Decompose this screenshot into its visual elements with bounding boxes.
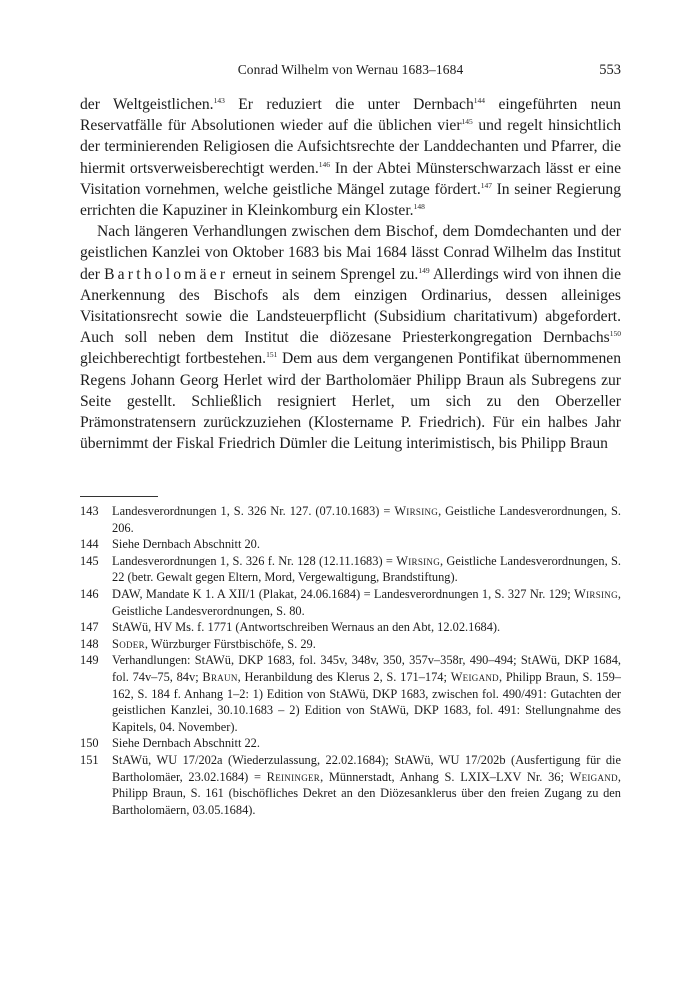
- text-run: StAWü, WU 17/202a (Wiederzulassung, 22.02.1684); StAWü, WU 17/202b (Ausfertigung für die Bartholomäer, 23.02.1684) =: [112, 752, 621, 784]
- text-run: Landesverordnungen 1, S. 326 f. Nr. 128 (12.11.1683) =: [112, 553, 397, 568]
- footnotes: [80, 503, 621, 818]
- text-run: Dem aus dem vergangenen Pontifikat übernommenen Regens Johann Georg Herlet wird der Bartholomäer Philipp Braun als Subregens zur Seite gestellt. Schließlich resigniert Herlet, um sich zu den Oberzeller Prämonstratensern zurückzuziehen (Klostername P. Friedrich). Für ein halbes Jahr übernimmt der Fiskal Friedrich Dümler die Leitung interimistisch, bis Philipp Braun: [80, 350, 621, 453]
- text-run: und regelt hinsichtlich der terminierenden Religiosen die Aufsichtsrechte der Landdechanten und Pfarrer, die hiermit ortsverweisberechtigt werden.: [80, 117, 621, 177]
- text-run: der Weltgeistlichen.: [80, 96, 214, 113]
- author-name: Braun: [202, 669, 238, 684]
- running-header: [80, 62, 621, 84]
- footnote-ref-143[interactable]: 143: [213, 95, 225, 105]
- footnote-number: 147: [80, 620, 99, 635]
- footnote-text: [112, 619, 621, 636]
- footnote-number: 149: [80, 653, 99, 668]
- author-name: Wirsing: [396, 553, 441, 568]
- footnote-146: [80, 586, 621, 619]
- footnote-text: [112, 553, 621, 586]
- text-run: Landesverordnungen 1, S. 326 Nr. 127. (07.10.1683) =: [112, 504, 395, 518]
- footnote-text: [112, 735, 621, 752]
- footnote-number: 148: [80, 636, 99, 651]
- text-run: StAWü, HV Ms. f. 1771 (Antwortschreiben Wernaus an den Abt, 12.02.1684).: [112, 620, 501, 635]
- paragraph-2: [80, 221, 621, 454]
- text-run: , Heranbildung des Klerus 2, S. 171–174;: [237, 669, 451, 684]
- text-run: Er reduziert die unter Dernbach: [224, 96, 474, 113]
- footnote-number: 146: [80, 586, 99, 601]
- footnote-text: [112, 586, 621, 619]
- footnote-text: [112, 752, 621, 818]
- text-run: Verhandlungen: StAWü, DKP 1683, fol. 345v, 348v, 350, 357v–358r, 490–494; StAWü, DKP 1684, fol. 74v–75, 84v;: [112, 653, 621, 684]
- footnote-ref-144[interactable]: 144: [473, 95, 486, 105]
- author-name: Weigand: [569, 769, 618, 784]
- text-run: , Münnerstadt, Anhang S. LXIX–LXV Nr. 36;: [320, 769, 570, 784]
- footnote-number: 143: [80, 504, 99, 518]
- text-run: gleichberechtigt fortbestehen.: [80, 350, 267, 368]
- footnote-ref-148[interactable]: 148: [413, 201, 425, 211]
- spaced-term: Bartholomäer: [104, 265, 229, 283]
- author-name: Wirsing: [394, 504, 439, 518]
- footnote-number: 144: [80, 537, 99, 552]
- text-run: , Philipp Braun, S. 161 (bischöfliches Dekret an den Diözesanklerus über den freien Zugang zu den Bartholomäern, 03.05.1684).: [112, 769, 621, 817]
- footnote-number: 150: [80, 736, 99, 751]
- text-run: DAW, Mandate K 1. A XII/1 (Plakat, 24.06.1684) = Landesverordnungen 1, S. 327 Nr. 129;: [112, 586, 575, 601]
- text-run: eingeführten neun Reservatfälle für Absolutionen wieder auf die üblichen vier: [80, 96, 621, 135]
- footnote-144: [80, 536, 621, 553]
- paragraph-1: [80, 94, 621, 221]
- footnote-151: [80, 752, 621, 818]
- footnote-150: [80, 735, 621, 752]
- text-run: , Geistliche Landesverordnungen, S. 80.: [112, 586, 621, 618]
- footnote-149: [80, 652, 621, 735]
- page-number: 553: [599, 62, 621, 78]
- footnote-number: 145: [80, 553, 99, 568]
- text-run: Siehe Dernbach Abschnitt 22.: [112, 736, 260, 751]
- author-name: Reininger: [266, 769, 321, 784]
- footnote-145: [80, 553, 621, 586]
- footnote-divider: [80, 496, 158, 497]
- footnote-ref-149[interactable]: 149: [418, 265, 430, 275]
- author-name: Soder: [112, 636, 145, 651]
- running-title: Conrad Wilhelm von Wernau 1683–1684: [237, 62, 464, 77]
- text-run: , Philipp Braun, S. 159–162, S. 184 f. Anhang 1–2: 1) Edition von StAWü, DKP 1683, zwischen fol. 490/491: Gutachten der geistlichen Kanzlei, 30.10.1683 – 2) Edition von StAWü, DKP 1683, fol. 491: Stellungnahme des Kapitels, 04. November).: [112, 669, 621, 734]
- footnote-ref-147[interactable]: 147: [480, 180, 493, 190]
- text-run: Allerdings wird von ihnen die Anerkennung des Bischofs als dem einzigen Ordinarius, dessen alleiniges Visitationsrecht sowie die Landsteuerpflicht (Subsidium charitativum) abgefordert. Auch soll neben dem Institut die diözesane Priesterkongregation Dernbachs: [80, 265, 621, 347]
- footnote-text: [112, 652, 621, 735]
- text-run: , Würzburger Fürstbischöfe, S. 29.: [144, 636, 316, 651]
- footnote-147: [80, 619, 621, 636]
- footnote-ref-145[interactable]: 145: [461, 117, 473, 127]
- footnote-ref-146[interactable]: 146: [318, 159, 330, 169]
- footnote-148: [80, 636, 621, 653]
- text-run: In seiner Regierung errichten die Kapuziner in Kleinkomburg ein Kloster.: [80, 180, 621, 220]
- footnote-ref-151[interactable]: 151: [266, 350, 278, 360]
- footnote-text: [112, 636, 621, 653]
- text-run: Nach längeren Verhandlungen zwischen dem Bischof, dem Domdechanten und der geistlichen Kanzlei von Oktober 1683 bis Mai 1684 lässt Conrad Wilhelm das Institut der: [80, 223, 621, 283]
- text-run: Siehe Dernbach Abschnitt 20.: [112, 537, 260, 552]
- footnote-number: 151: [80, 752, 99, 767]
- text-run: erneut in seinem Sprengel zu.: [228, 265, 419, 283]
- author-name: Weigand: [450, 669, 499, 684]
- author-name: Wirsing: [574, 586, 618, 601]
- text-run: In der Abtei Münsterschwarzach lässt er eine Visitation vornehmen, welche geistliche Mängel zutage fördert.: [80, 159, 622, 198]
- footnote-ref-150[interactable]: 150: [609, 329, 621, 339]
- text-run: , Geistliche Landesverordnungen, S. 206.: [112, 504, 621, 535]
- footnote-text: [112, 536, 621, 553]
- footnote-143: [80, 503, 621, 536]
- footnote-text: [112, 503, 621, 536]
- text-run: , Geistliche Landesverordnungen, S. 22 (betr. Gewalt gegen Eltern, Mord, Vergewaltigung, Brandstiftung).: [112, 553, 621, 585]
- main-text: [80, 94, 621, 454]
